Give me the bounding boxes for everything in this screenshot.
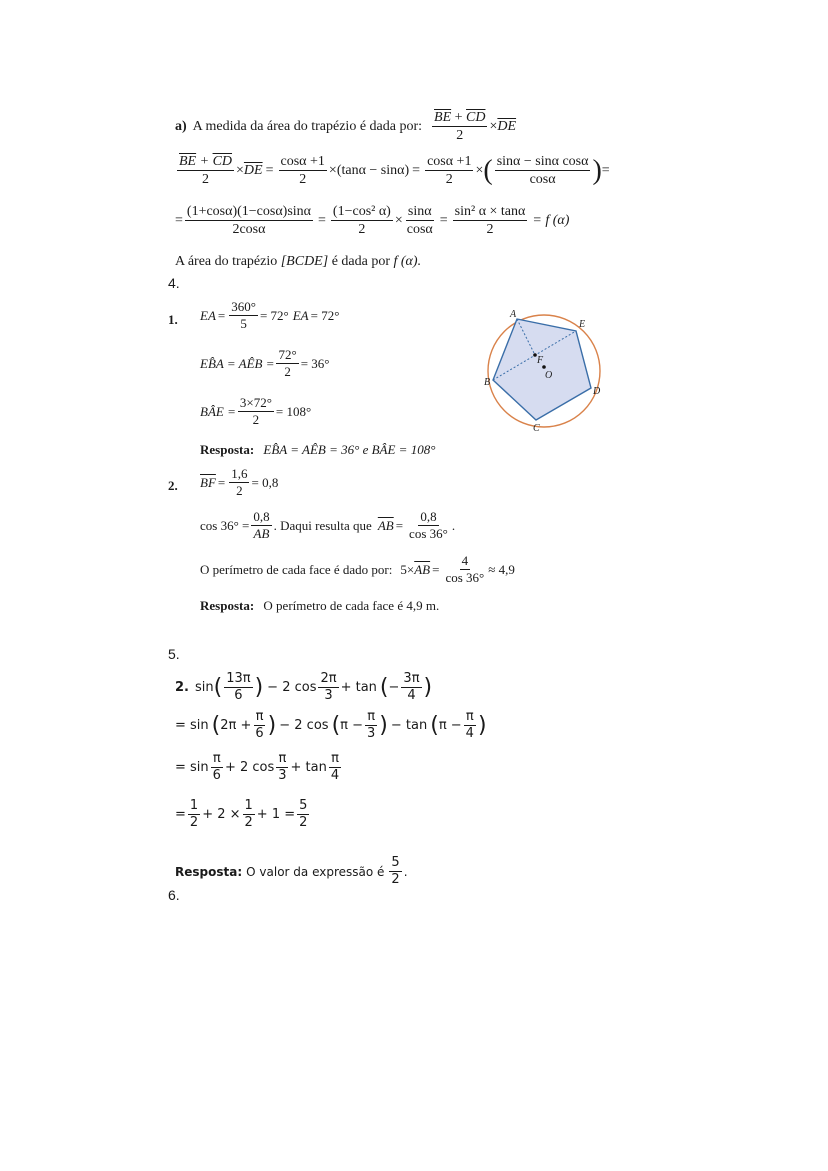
cos36-equation: cos 36° = $\frac{0,8}{AB}$ . Daqui resulta que $\overline{AB}$ = $\frac{0,8}{\cos 36^\circ}$ . bbox=[200, 509, 456, 542]
angle-eba-equation: EB̂A = AÊB = $\frac{72^\circ}{2}$ = 36° bbox=[200, 347, 330, 380]
expression-line-1: 2. sin ( $\frac{13\pi}{6}$ ) − 2 cos $\frac{2\pi}{3}$ + tan ( − $\frac{3\pi}{4}$ ) bbox=[175, 671, 433, 704]
part-a-intro-text: A medida da área do trapézio é dada por: bbox=[192, 118, 423, 134]
pentagon-abcde bbox=[493, 319, 591, 420]
item-4-1-number: 1. bbox=[168, 312, 178, 327]
svg-text:F: F bbox=[537, 355, 544, 366]
pentagon-figure bbox=[475, 305, 630, 440]
part-a-derivation-line-2: = $\frac{(1+\cos\alpha)(1-\cos\alpha)\sin\alpha}{2\cos\alpha}$ = $\frac{\text{(1−cos² α)}}{2}$ × $\frac{\sin\alpha}{\cos\alpha}$ = $\frac{\text{sin² α × tanα}}{2}$ = f (α) bbox=[175, 204, 570, 238]
part-a-derivation-line-1: $\frac{\overline{BE} + \overline{CD}}{2}$ × $\overline{DE}$ = $\frac{\cos\alpha +1}{2}$ × (tanα − sinα) = $\frac{\cos\alpha +1}{2}$ × ( $\frac{\text{sinα − sinα cosα}}{\cos\alpha}$ ) = bbox=[179, 154, 610, 188]
section-4-heading: 4. bbox=[168, 275, 180, 291]
bf-equation: $\overline{BF}$ = $\frac{1,6}{2}$ = 0,8 bbox=[200, 466, 279, 499]
item-5-2-answer: Resposta: O valor da expressão é $\frac{5}{2}$ . bbox=[175, 855, 408, 888]
expression-line-3: = sin $\frac{\pi}{6}$ + 2 cos $\frac{\pi}{3}$ + tan $\frac{\pi}{4}$ bbox=[175, 751, 340, 784]
part-a-intro-line: a) A medida da área do trapézio é dada por: $\frac{\overline{BE} + \overline{CD}}{2}$ × $\overline{DE}$ bbox=[175, 110, 517, 144]
svg-text:A: A bbox=[510, 309, 517, 320]
item-4-2-answer: Resposta: O perímetro de cada face é 4,9 m. bbox=[200, 598, 440, 613]
item-4-1-answer: Resposta: EB̂A = AÊB = 36° e BÂE = 108° bbox=[200, 442, 436, 457]
trapezoid-area-formula: $\frac{\overline{BE} + \overline{CD}}{2}$ bbox=[434, 110, 486, 144]
svg-text:D: D bbox=[593, 386, 601, 397]
angle-bae-equation: BÂE = $\frac{3\times 72^\circ}{2}$ = 108° bbox=[200, 395, 312, 428]
arc-ea-equation: EA = $\frac{360^\circ}{5}$ = 72° EA = 72° bbox=[200, 299, 340, 332]
expression-line-4: = $\frac{1}{2}$ + 2 × $\frac{1}{2}$ + 1 = $\frac{5}{2}$ bbox=[175, 798, 308, 831]
expression-line-2: = sin ( 2π + $\frac{\pi}{6}$ ) − 2 cos ( π − $\frac{\pi}{3}$ ) − tan ( π − $\frac{\pi}{4}$ ) bbox=[175, 709, 487, 742]
item-4-2-number: 2. bbox=[168, 478, 178, 493]
part-a-label: a) bbox=[175, 118, 187, 134]
section-6-heading: 6. bbox=[168, 887, 180, 903]
svg-text:O: O bbox=[545, 370, 553, 381]
svg-text:E: E bbox=[579, 319, 586, 330]
perimeter-equation: O perímetro de cada face é dado por: 5× $\overline{AB}$ = $\frac{4}{\cos 36^\circ}$ ≈ 4,9 bbox=[200, 553, 515, 586]
svg-text:C: C bbox=[533, 423, 540, 434]
section-5-heading: 5. bbox=[168, 646, 180, 662]
part-a-conclusion: A área do trapézio [BCDE] é dada por f (α). bbox=[175, 254, 422, 269]
svg-text:B: B bbox=[484, 377, 491, 388]
